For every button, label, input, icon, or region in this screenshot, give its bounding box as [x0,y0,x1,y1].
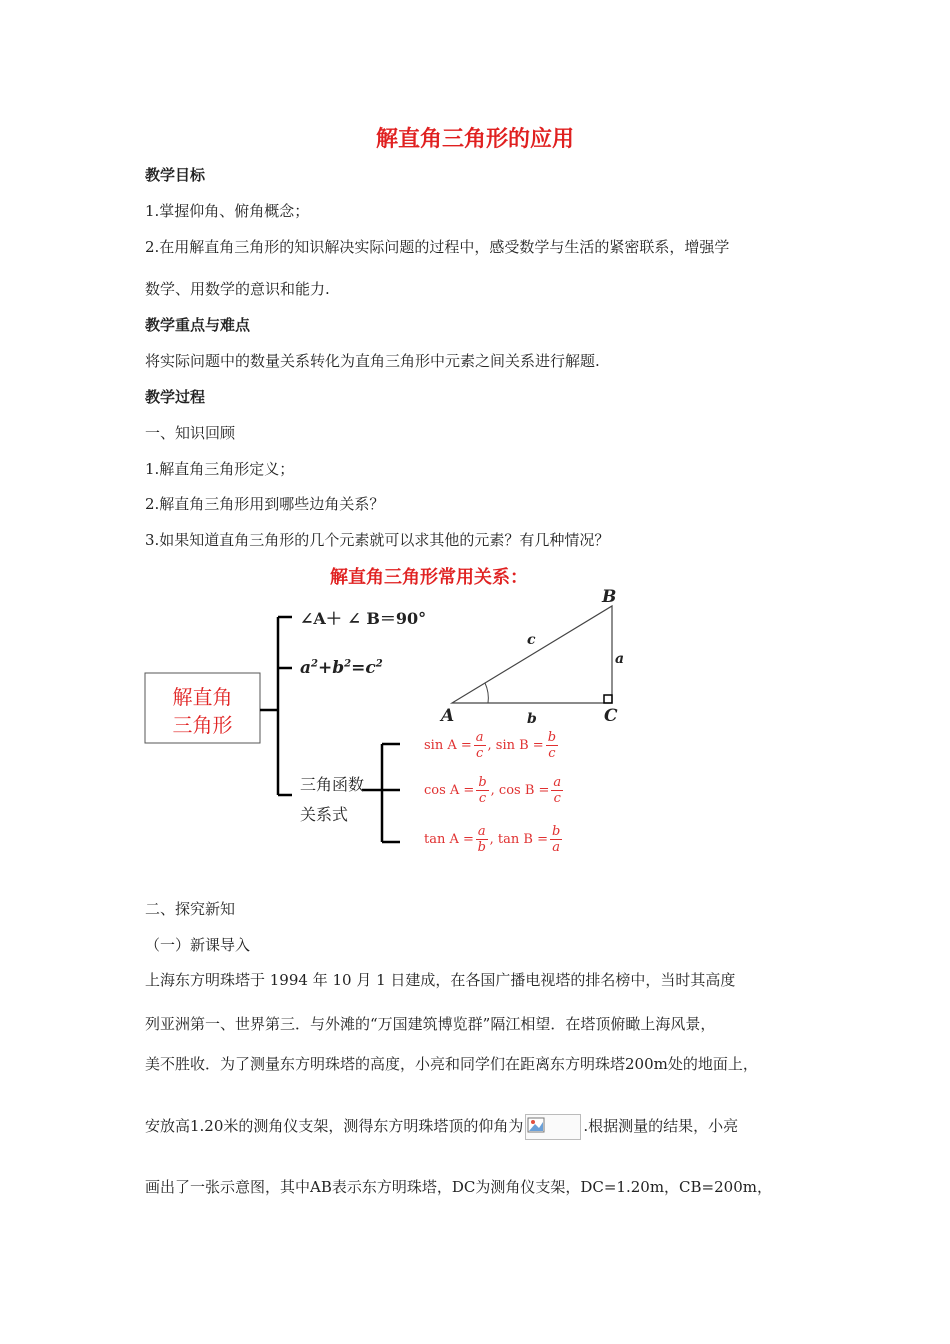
para-line-4 [145,1114,738,1140]
para-line-4-end: .根据测量的结果，小亮 [583,1117,739,1135]
goal-1: 1.掌握仰角、俯角概念； [145,202,310,220]
tan-a-label: tan A = [424,832,474,847]
trig-label-line1: 三角函数 [300,775,365,794]
broken-image-icon [525,1114,581,1140]
goals-heading: 教学目标 [145,166,206,184]
frac-sin-b [546,730,558,761]
pyth-a: a [300,658,312,678]
frac-den: b [477,840,486,855]
pyth-c: =c [351,658,376,678]
pyth-b: +b [317,658,345,678]
para-line-5: 画出了一张示意图，其中AB表示东方明珠塔，DC为测角仪支架，DC=1.20m，CB=200m， [145,1178,772,1196]
frac-cos-b [551,775,563,806]
tan-formulas [424,824,564,855]
pyth-exp-c: 2 [375,658,383,670]
sin-b-label: , sin B = [487,738,544,753]
frac-num: a [477,824,486,839]
frac-sin-a [474,730,486,761]
cos-a-label: cos A = [424,783,475,798]
para-line-3: 美不胜收．为了测量东方明珠塔的高度，小亮和同学们在距离东方明珠塔200m处的地面上， [145,1055,758,1073]
frac-den: a [552,840,561,855]
question-3: 3.如果知道直角三角形的几个元素就可以求其他的元素？有几种情况？ [145,531,610,549]
goal-2-line2: 数学、用数学的意识和能力. [145,280,330,298]
para-line-1: 上海东方明珠塔于 1994 年 10 月 1 日建成，在各国广播电视塔的排名榜中，当时其高度 [145,971,736,989]
frac-num: a [553,775,562,790]
frac-num: b [547,730,557,745]
question-2: 2.解直角三角形用到哪些边角关系？ [145,495,385,513]
frac-num: b [478,775,487,790]
section-explore: 二、探究新知 [145,900,236,918]
frac-den: c [475,746,484,761]
side-b-label: b [527,711,537,727]
subsection-intro: （一）新课导入 [145,936,251,954]
right-triangle [452,606,612,703]
sin-a-label: sin A = [424,738,472,753]
trig-label [300,770,364,830]
box-line-1: 解直角 [172,685,233,709]
frac-num: b [552,824,561,839]
vertex-a: A [441,706,455,726]
diagram-title: 解直角三角形常用关系： [330,567,528,588]
tan-b-label: , tan B = [489,832,548,847]
frac-tan-a [476,824,488,855]
pyth-exp-b: 2 [344,658,352,670]
side-c-label: c [527,632,536,648]
key-text: 将实际问题中的数量关系转化为直角三角形中元素之间关系进行解题. [145,352,600,370]
pyth-exp-a: 2 [311,658,318,670]
right-angle-mark [604,695,612,703]
para-line-2: 列亚洲第一、世界第三．与外滩的“万国建筑博览群”隔江相望．在塔顶俯瞰上海风景， [145,1015,716,1033]
frac-den: c [548,746,556,761]
pythagorean-relation [300,658,383,678]
angle-sum-relation: ∠A＋ ∠ B＝90° [300,609,427,628]
question-1: 1.解直角三角形定义； [145,460,295,478]
vertex-c: C [604,706,618,726]
vertex-b: B [602,587,617,607]
process-heading: 教学过程 [145,388,206,406]
frac-tan-b [550,824,562,855]
frac-cos-a [476,775,488,806]
box-line-2: 三角形 [172,713,233,737]
frac-den: c [553,791,561,806]
side-a-label: a [615,651,625,667]
concept-box-text [145,683,260,739]
frac-num: a [475,730,484,745]
goal-2-line1: 2.在用解直角三角形的知识解决实际问题的过程中，感受数学与生活的紧密联系，增强学 [145,238,730,256]
sin-formulas [424,730,560,761]
trig-label-line2: 关系式 [300,805,349,824]
para-line-4-start: 安放高1.20米的测角仪支架，测得东方明珠塔顶的仰角为 [145,1117,524,1135]
section-review: 一、知识回顾 [145,424,236,442]
angle-arc [485,683,488,703]
cos-b-label: , cos B = [490,783,550,798]
key-heading: 教学重点与难点 [145,316,251,334]
page-title: 解直角三角形的应用 [375,127,574,152]
cos-formulas [424,775,565,806]
frac-den: c [478,791,487,806]
